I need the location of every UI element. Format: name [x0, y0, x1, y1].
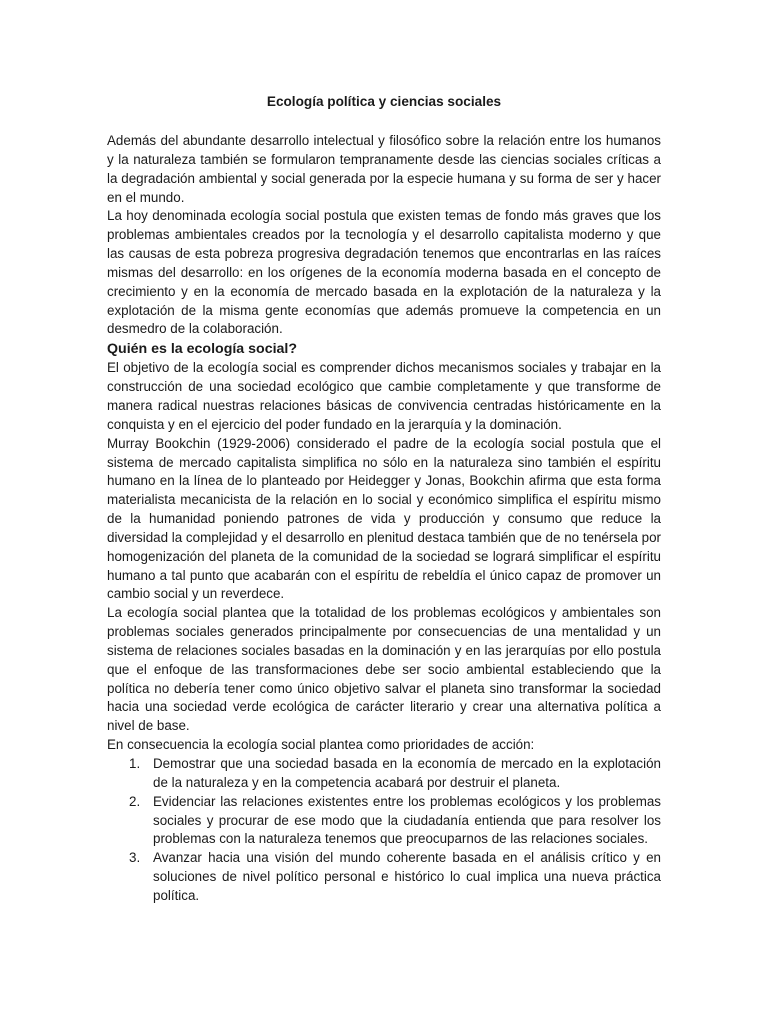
priorities-list: [107, 755, 661, 906]
list-item-number: 2.: [129, 793, 141, 809]
paragraph-intro-1: Además del abundante desarrollo intelectual y filosófico sobre la relación entre los humanos y la naturaleza también se formularon tempranamente desde las ciencias sociales críticas a la degradación ambiental y social generada por la especie humana y su forma de ser y hacer en el mundo.: [107, 133, 661, 205]
paragraph-priorities-intro: En consecuencia la ecología social plantea como prioridades de acción:: [107, 737, 535, 753]
paragraph-objective: El objetivo de la ecología social es comprender dichos mecanismos sociales y trabajar en la construcción de una sociedad ecológico que cambie completamente y que transforme de manera radical nuestras relaciones básicas de convivencia centradas históricamente en la conquista y en el ejercicio del poder fundado en la jerarquía y la dominación.: [107, 360, 661, 432]
list-item: [129, 793, 661, 850]
list-item-number: 1.: [129, 756, 141, 771]
paragraph-intro-2: La hoy denominada ecología social postula que existen temas de fondo más graves que los problemas ambientales creados por la tecnología y el desarrollo capitalista moderno y que las causas de esta pobreza progresiva degradación tenemos que encontrarlas en las raíces mismas del desarrollo: en los orígenes de la economía moderna basada en el concepto de crecimiento y en la economía de mercado basada en la explotación de la naturaleza y la explotación de la misma gente economías que además promueve la competencia en un desmedro de la colaboración.: [107, 208, 661, 337]
list-item-text: Evidenciar las relaciones existentes entre los problemas ecológicos y los problemas sociales y procurar de ese modo que la ciudadanía entienda que para resolver los problemas con la naturaleza tenemos que preocuparnos de las relaciones sociales.: [153, 793, 661, 847]
list-item-text: Avanzar hacia una visión del mundo coherente basada en el análisis crítico y en soluciones de nivel político personal e histórico lo cual implica una nueva práctica política.: [153, 850, 661, 903]
paragraph-bookchin: Murray Bookchin (1929-2006) considerado el padre de la ecología social postula que el sistema de mercado capitalista simplifica no sólo en la naturaleza sino también el espíritu humano en la línea de lo planteado por Heidegger y Jonas, Bookchin afirma que esta forma materialista mecanicista de la relación en lo social y económico simplifica el espíritu mismo de la humanidad poniendo patrones de vida y producción y consumo que reduce la diversidad la complejidad y el desarrollo en plenitud destaca también que de no tenérsela por homogenización del planeta de la comunidad de la sociedad se logrará simplificar el espíritu humano a tal punto que acabarán con el espíritu de rebeldía el único capaz de promover un cambio social y un reverdece.: [107, 435, 661, 602]
document-title: Ecología política y ciencias sociales: [266, 94, 502, 109]
list-item-text: Demostrar que una sociedad basada en la economía de mercado en la explotación de la naturaleza y en la competencia acabará por destruir el planeta.: [153, 756, 661, 790]
list-item: [129, 755, 661, 793]
list-item: [129, 849, 661, 906]
document-body: [107, 88, 661, 906]
paragraph-social-ecology: La ecología social plantea que la totalidad de los problemas ecológicos y ambientales son problemas sociales generados principalmente por consecuencias de una mentalidad y un sistema de relaciones sociales basadas en la dominación y en las jerarquías por ello postula que el enfoque de las transformaciones debe ser socio ambiental estableciendo que la política no debería tener como único objetivo salvar el planeta sino transformar la sociedad hacia una sociedad verde ecológica de carácter literario y crear una alternativa política a nivel de base.: [107, 605, 661, 734]
section-heading: Quién es la ecología social?: [107, 341, 298, 358]
list-item-number: 3.: [129, 850, 141, 866]
